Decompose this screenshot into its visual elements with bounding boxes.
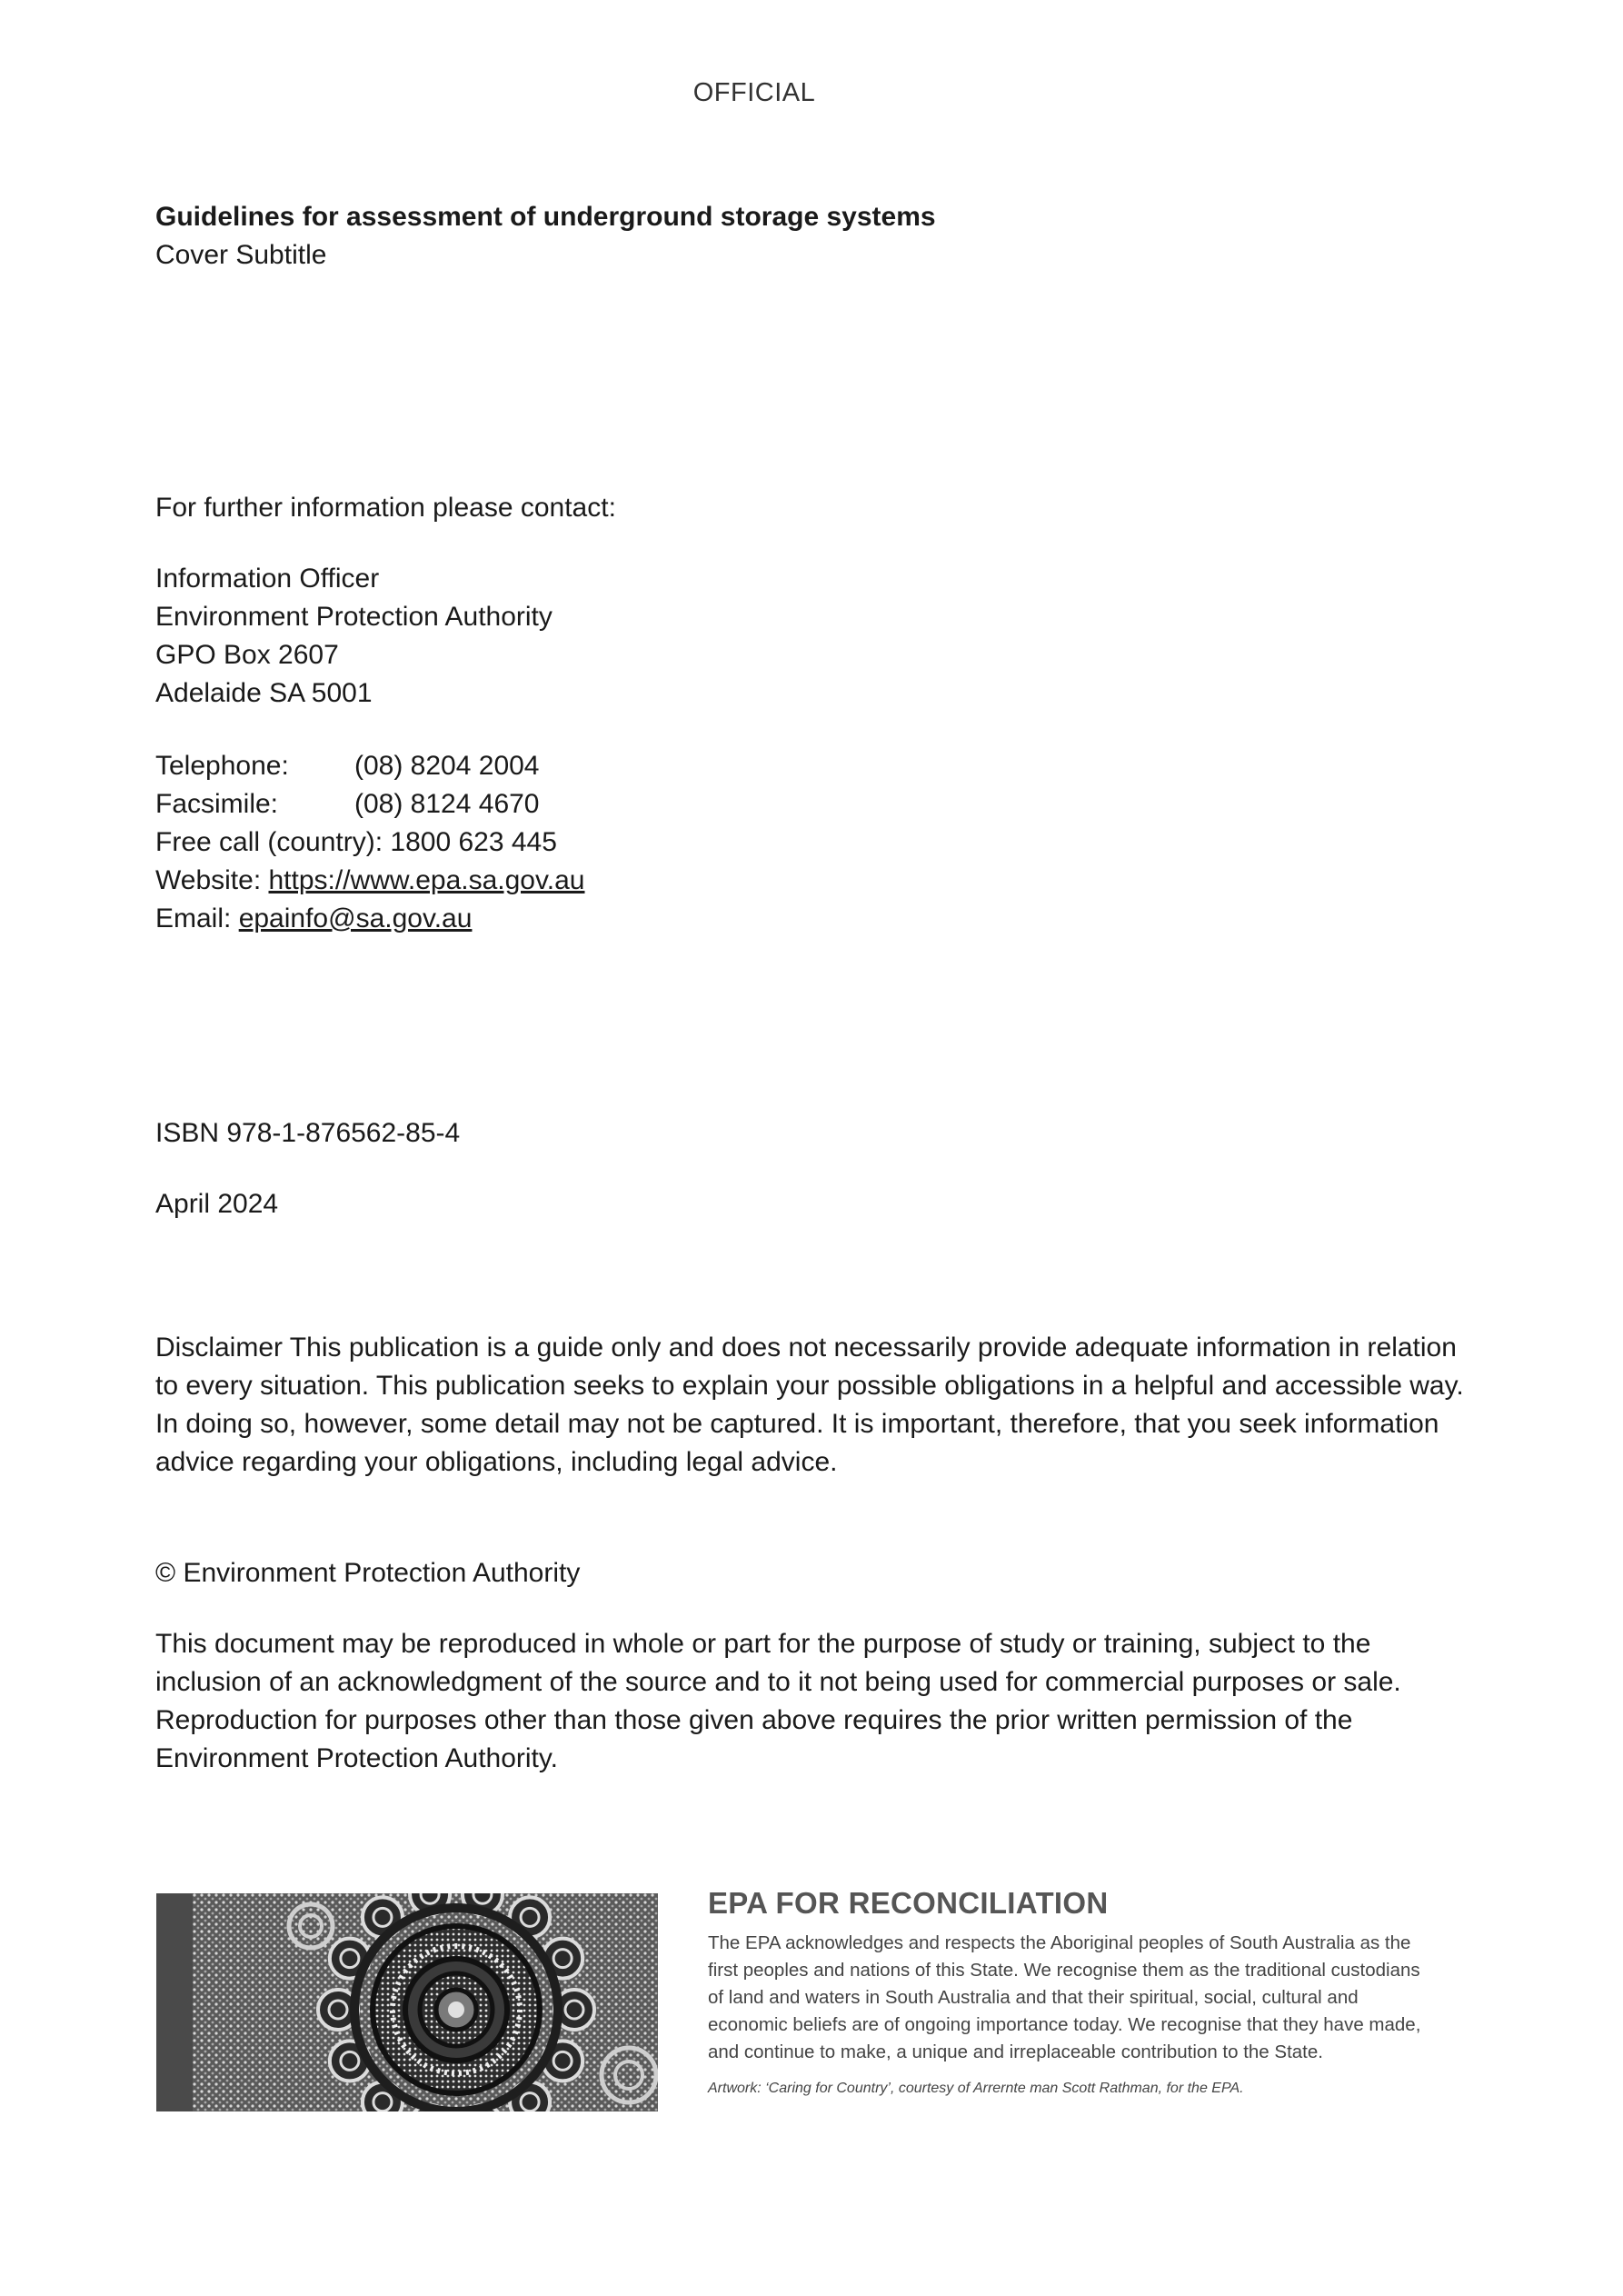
- document-subtitle: Cover Subtitle: [155, 240, 327, 270]
- reconciliation-heading: EPA FOR RECONCILIATION: [708, 1886, 1109, 1920]
- reproduction-line: This document may be reproduced in whole or part for the purpose of study or training, subject to the: [155, 1629, 1371, 1659]
- address-line: Information Officer: [155, 564, 380, 594]
- facsimile-label: Facsimile:: [155, 789, 279, 819]
- freecall-row: Free call (country): 1800 623 445: [155, 827, 557, 857]
- dot-painting-artwork-icon: [156, 1893, 658, 2111]
- reconciliation-body: [708, 1930, 1471, 2066]
- reproduction-line: Reproduction for purposes other than those given above requires the prior written permission of the: [155, 1705, 1353, 1735]
- reconciliation-statement: [708, 1886, 1471, 2097]
- contact-details: [155, 747, 584, 938]
- contact-intro: For further information please contact:: [155, 493, 616, 523]
- reconciliation-line: of land and waters in South Australia and that their spiritual, social, cultural and: [708, 1987, 1359, 2008]
- document-title: Guidelines for assessment of underground storage systems: [155, 202, 936, 232]
- disclaimer-line: to every situation. This publication seeks to explain your possible obligations in a helpful and accessible way.: [155, 1371, 1464, 1401]
- contact-address: [155, 560, 553, 713]
- website-row: [155, 862, 584, 900]
- telephone-label: Telephone:: [155, 751, 289, 781]
- telephone-value: (08) 8204 2004: [354, 751, 540, 781]
- reconciliation-line: and continue to make, a unique and irreplaceable contribution to the State.: [708, 2041, 1323, 2062]
- disclaimer: [155, 1329, 1491, 1482]
- facsimile-row: [155, 785, 584, 824]
- telephone-row: [155, 747, 584, 785]
- email-row: [155, 900, 584, 938]
- reconciliation-line: The EPA acknowledges and respects the Aboriginal peoples of South Australia as the: [708, 1932, 1411, 1953]
- address-line: Adelaide SA 5001: [155, 678, 373, 708]
- address-line: Environment Protection Authority: [155, 602, 553, 632]
- website-link[interactable]: https://www.epa.sa.gov.au: [268, 865, 585, 895]
- publication-date: April 2024: [155, 1189, 279, 1219]
- disclaimer-line: advice regarding your obligations, including legal advice.: [155, 1447, 838, 1477]
- reproduction-statement: [155, 1625, 1491, 1778]
- website-label: Website:: [155, 865, 269, 895]
- facsimile-value: (08) 8124 4670: [354, 789, 540, 819]
- copyright-notice: © Environment Protection Authority: [155, 1558, 581, 1588]
- reproduction-line: Environment Protection Authority.: [155, 1743, 558, 1773]
- classification-marking: OFFICIAL: [692, 78, 816, 107]
- artwork-credit: Artwork: ‘Caring for Country’, courtesy of Arrernte man Scott Rathman, for the EPA.: [708, 2081, 1244, 2096]
- disclaimer-line: Disclaimer This publication is a guide only and does not necessarily provide adequate information in relation: [155, 1333, 1457, 1363]
- reconciliation-line: first peoples and nations of this State. We recognise them as the traditional custodians: [708, 1960, 1420, 1981]
- reproduction-line: inclusion of an acknowledgment of the source and to it not being used for commercial purposes or sale.: [155, 1667, 1401, 1697]
- address-line: GPO Box 2607: [155, 640, 339, 670]
- reconciliation-line: economic beliefs are of ongoing importance today. We recognise that they have made,: [708, 2014, 1421, 2035]
- email-link[interactable]: epainfo@sa.gov.au: [238, 903, 473, 933]
- isbn: ISBN 978-1-876562-85-4: [155, 1118, 461, 1148]
- disclaimer-line: In doing so, however, some detail may not be captured. It is important, therefore, that you seek information: [155, 1409, 1439, 1439]
- email-label: Email:: [155, 903, 239, 933]
